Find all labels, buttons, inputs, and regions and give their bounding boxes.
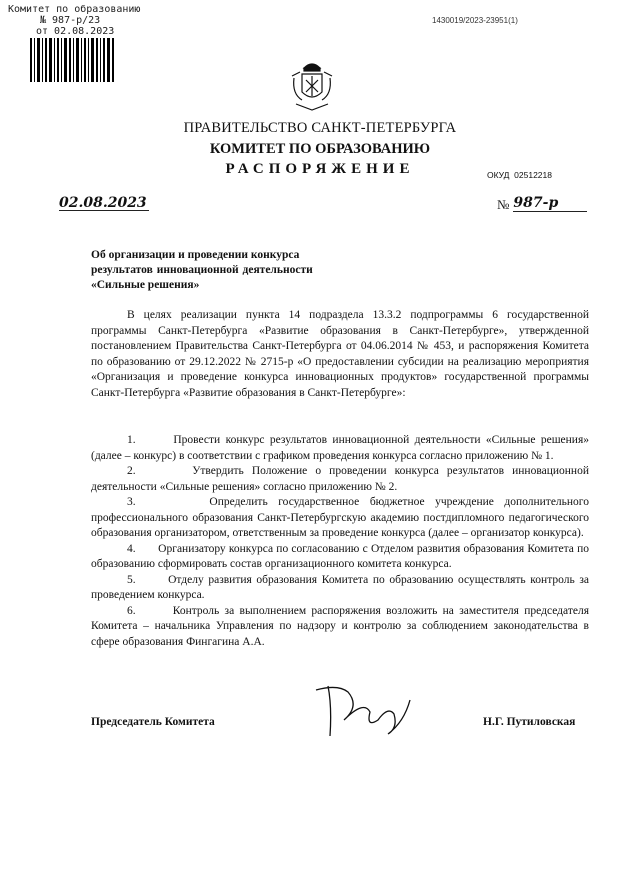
subject-block (91, 248, 391, 293)
coat-of-arms-icon (290, 58, 334, 114)
order-item-5: 5. Отделу развития образования Комитета по образованию осуществлять контроль за проведением конкурса. (91, 573, 589, 601)
subject-line-2: результатов инновационной деятельности (91, 264, 313, 276)
okud (487, 170, 552, 180)
government-title: ПРАВИТЕЛЬСТВО САНКТ-ПЕТЕРБУРГА (183, 120, 457, 136)
order-item-1: 1. Провести конкурс результатов инновационной деятельности «Сильные решения» (далее – конкурс) в соответствии с графиком проведения конкурса согласно приложению № 1. (91, 434, 589, 462)
order-items (91, 433, 589, 650)
date-field (59, 196, 149, 211)
signatory-name: Н.Г. Путиловская (483, 716, 576, 728)
order-item-6: 6. Контроль за выполнением распоряжения возложить на заместителя председателя Комитета – начальника Управления по надзору и контролю за соблюдением законодательства в сфере образования Фингагина А.А. (91, 604, 589, 648)
number-prefix: № (497, 197, 510, 212)
subject-line-3: «Сильные решения» (91, 279, 200, 291)
stamp-line-3: от 02.08.2023 (36, 26, 115, 37)
number-field (497, 196, 593, 210)
committee-title: КОМИТЕТ ПО ОБРАЗОВАНИЮ (209, 141, 431, 157)
order-item-2: 2. Утвердить Положение о проведении конкурса результатов инновационной деятельности «Сильные решения» согласно приложению № 2. (91, 465, 589, 493)
okud-label: ОКУД (487, 170, 510, 180)
stamp-line-2: № 987-р/23 (40, 15, 101, 26)
handwritten-number: 987-р (513, 195, 587, 212)
order-item-3: 3. Определить государственное бюджетное учреждение дополнительного профессионального образования Санкт-Петербургскую академию постдипломного педагогического образования организатором, ответственным за проведение конкурса (далее – организатор конкурса). (91, 496, 589, 539)
signatory-position: Председатель Комитета (91, 716, 215, 728)
document-type: РАСПОРЯЖЕНИЕ (225, 161, 415, 177)
barcode (30, 38, 114, 82)
okud-code: 02512218 (514, 170, 552, 180)
preamble: В целях реализации пункта 14 подраздела 13.3.2 подпрограммы 6 государственной программы Санкт-Петербурга «Развитие образования в Санкт-Петербурге», утвержденной постановлением Правительства Санкт-Петербурга от 04.06.2014 № 453, и распоряжения Комитета по образованию от 29.12.2022 № 2715-р «О предоставлении субсидии на реализацию мероприятия «Организация и проведение конкурса инновационных продуктов» государственной программы Санкт-Петербурга «Развитие образования в Санкт-Петербурге»: (91, 309, 589, 399)
document-id: 1430019/2023-23951(1) (432, 16, 518, 25)
order-item-4: 4. Организатору конкурса по согласованию с Отделом развития образования Комитета по образованию сформировать состав организационного комитета конкурса. (91, 542, 589, 570)
registration-stamp (8, 4, 140, 37)
stamp-line-1: Комитет по образованию (8, 4, 141, 15)
handwritten-signature (308, 676, 418, 746)
handwritten-date: 02.08.2023 (59, 195, 147, 211)
subject-line-1: Об организации и проведении конкурса (91, 249, 300, 261)
